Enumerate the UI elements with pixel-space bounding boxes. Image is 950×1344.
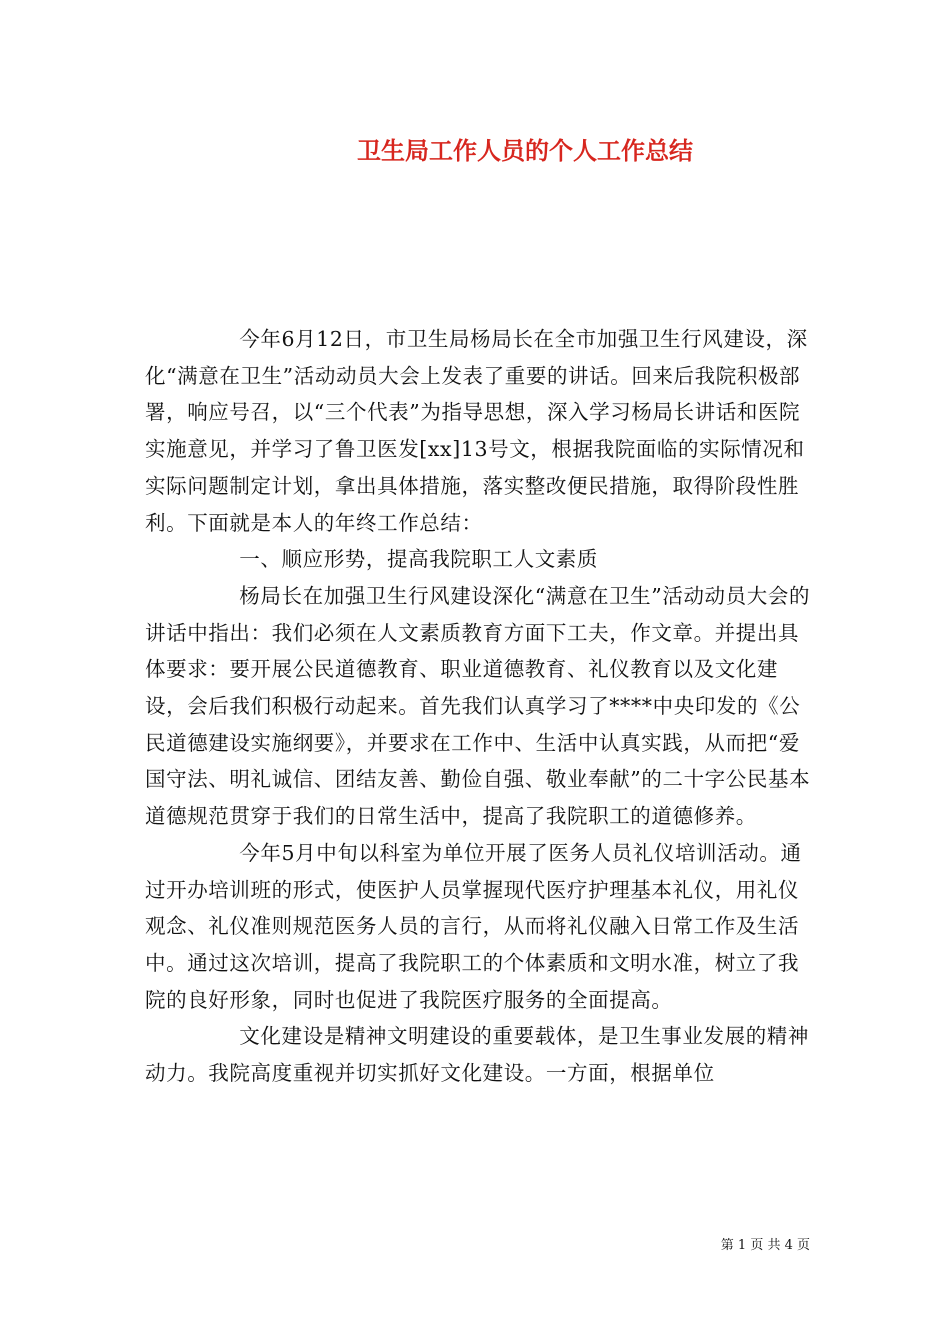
body-paragraph-3: 文化建设是精神文明建设的重要载体，是卫生事业发展的精神动力。我院高度重视并切实抓好文化建设。一方面，根据单位 — [145, 1024, 809, 1086]
document-title: 卫生局工作人员的个人工作总结 — [357, 137, 693, 165]
page-number-footer: 第 1 页 共 4 页 — [720, 1238, 810, 1253]
body-paragraph-2: 今年5月中旬以科室为单位开展了医务人员礼仪培训活动。通过开办培训班的形式，使医护人员掌握现代医疗护理基本礼仪，用礼仪观念、礼仪准则规范医务人员的言行，从而将礼仪融入日常工作及生活中。通过这次培训，提高了我院职工的个体素质和文明水准，树立了我院的良好形象，同时也促进了我院医疗服务的全面提高。 — [145, 840, 802, 1012]
intro-paragraph: 今年6月12日，市卫生局杨局长在全市加强卫生行风建设，深化“满意在卫生”活动动员大会上发表了重要的讲话。回来后我院积极部署，响应号召，以“三个代表”为指导思想，深入学习杨局长讲话和医院实施意见，并学习了鲁卫医发[xx]13号文，根据我院面临的实际情况和实际问题制定计划，拿出具体措施，落实整改便民措施，取得阶段性胜利。下面就是本人的年终工作总结： — [145, 327, 808, 535]
document-body — [145, 321, 813, 1092]
section-heading-1: 一、顺应形势，提高我院职工人文素质 — [239, 547, 598, 572]
body-paragraph-1: 杨局长在加强卫生行风建设深化“满意在卫生”活动动员大会的讲话中指出：我们必须在人文素质教育方面下工夫，作文章。并提出具体要求：要开展公民道德教育、职业道德教育、礼仪教育以及文化建设，会后我们积极行动起来。首先我们认真学习了****中央印发的《公民道德建设实施纲要》，并要求在工作中、生活中认真实践，从而把“爱国守法、明礼诚信、团结友善、勤俭自强、敬业奉献”的二十字公民基本道德规范贯穿于我们的日常生活中，提高了我院职工的道德修养。 — [145, 583, 811, 829]
